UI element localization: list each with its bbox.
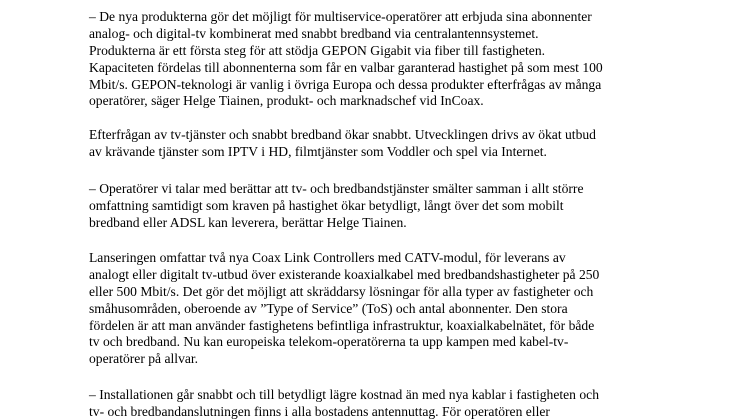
- paragraph-new-products: [89, 9, 689, 110]
- paragraph-line: – Installationen går snabbt och till betydligt lägre kostnad än med nya kablar i fastigheten och: [89, 387, 599, 402]
- paragraph-line: bredband eller ADSL kan leverera, berättar Helge Tiainen.: [89, 214, 407, 230]
- paragraph-demand: [89, 127, 689, 161]
- paragraph-line: eller 500 Mbit/s. Det gör det möjligt att skräddarsy lösningar för alla typer av fastigheter och: [89, 283, 594, 299]
- paragraph-line: operatörer på allvar.: [89, 351, 199, 367]
- paragraph-line: Efterfrågan av tv-tjänster och snabbt bredband ökar snabbt. Utvecklingen drivs av ökat utbud: [89, 127, 596, 142]
- paragraph-line: analogt eller digitalt tv-utbud över existerande koaxialkabel med bredbandshastigheter på 250: [89, 266, 600, 282]
- paragraph-line: Lanseringen omfattar två nya Coax Link Controllers med CATV-modul, för leverans av: [89, 250, 566, 265]
- paragraph-line: omfattning samtidigt som kraven på hastighet ökar betydligt, långt över det som mobilt: [89, 197, 564, 213]
- paragraph-line: Kapaciteten fördelas till abonnenterna som får en valbar garanterad hastighet på som mest 100: [89, 59, 603, 75]
- paragraph-line: tv och bredband. Nu kan europeiska telekom-operatörerna ta upp kampen med kabel-tv-: [89, 334, 569, 350]
- paragraph-line: analog- och digital-tv kombinerat med snabbt bredband via centralantennsystemet.: [89, 25, 539, 41]
- paragraph-line: – Operatörer vi talar med berättar att tv- och bredbandstjänster smälter samman i allt större: [89, 181, 584, 196]
- paragraph-line: av krävande tjänster som IPTV i HD, filmtjänster som Voddler och spel via Internet.: [89, 143, 547, 159]
- paragraph-line: Produkterna är ett första steg för att stödja GEPON Gigabit via fiber till fastigheten.: [89, 42, 546, 58]
- paragraph-operators-quote: [89, 181, 689, 232]
- paragraph-installation: [89, 387, 689, 419]
- paragraph-line: tv- och bredbandanslutningen finns i alla bostadens antennuttag. För operatören eller: [89, 403, 550, 419]
- paragraph-line: småhusområden, oberoende av ”Type of Service” (ToS) och antal abonnenter. Den stora: [89, 300, 568, 316]
- paragraph-line: operatörer, säger Helge Tiainen, produkt- och marknadschef vid InCoax.: [89, 93, 484, 109]
- paragraph-line: Mbit/s. GEPON-teknologi är vanlig i övriga Europa och dessa produkter efterfrågas av många: [89, 76, 602, 92]
- paragraph-line: – De nya produkterna gör det möjligt för multiservice-operatörer att erbjuda sina abonnenter: [89, 9, 592, 24]
- paragraph-launch: [89, 250, 689, 368]
- paragraph-line: fördelen är att man använder fastighetens befintliga infrastruktur, koaxialkabelnätet, för både: [89, 317, 595, 333]
